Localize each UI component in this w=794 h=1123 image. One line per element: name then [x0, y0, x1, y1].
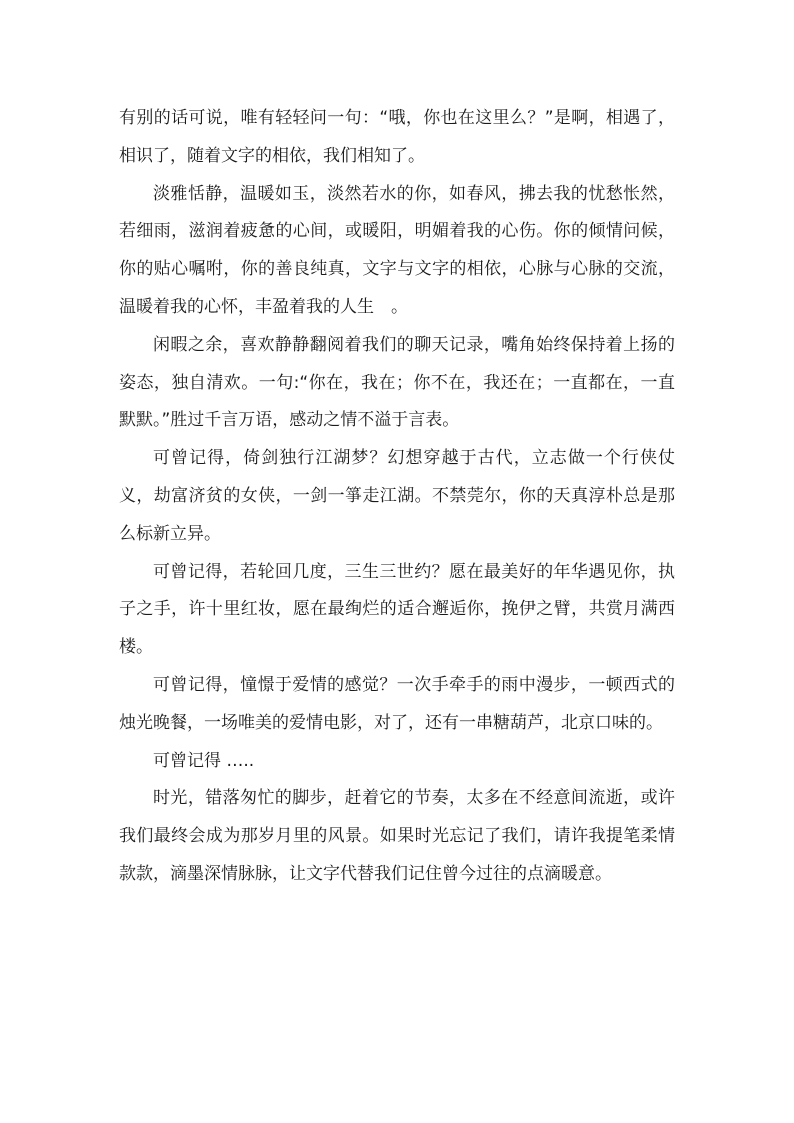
paragraph-6: 可曾记得，憧憬于爱情的感觉？一次手牵手的雨中漫步，一顿西式的烛光晚餐，一场唯美的爱情电影，对了，还有一串糖葫芦，北京口味的。 — [119, 674, 675, 733]
paragraph-4: 可曾记得，倚剑独行江湖梦？幻想穿越于古代，立志做一个行侠仗义，劫富济贫的女侠，一剑一箏走江湖。不禁莞尔，你的天真淳朴总是那么标新立异。 — [119, 448, 675, 544]
paragraph-8: 时光，错落匆忙的脚步，赶着它的节奏，太多在不经意间流逝，或许我们最终会成为那岁月里的风景。如果时光忘记了我们，请许我提笔柔情款款，滴墨深情脉脉，让文字代替我们记住曾今过往的点滴暖意。 — [119, 788, 675, 884]
paragraph-3: 闲暇之余，喜欢静静翻阅着我们的聊天记录，嘴角始终保持着上扬的姿态，独自清欢。一句:“你在，我在；你不在，我还在；一直都在，一直默默。”胜过千言万语，感动之情不溢于言表。 — [119, 334, 675, 431]
paragraph-1: 有别的话可说，唯有轻轻问一句：“哦，你也在这里么？”是啊，相遇了，相识了，随着文字的相依，我们相知了。 — [119, 108, 675, 166]
paragraph-5: 可曾记得，若轮回几度，三生三世约？愿在最美好的年华遇见你，执子之手，许十里红妆，愿在最绚烂的适合邂逅你，挽伊之臂，共赏月满西楼。 — [119, 561, 675, 658]
paragraph-2: 淡雅恬静，温暖如玉，淡然若水的你，如春风，拂去我的忧愁怅然，若细雨，滋润着疲惫的心间，或暖阳，明媚着我的心伤。你的倾情问候，你的贴心嘱咐，你的善良纯真，文字与文字的相依，心脉与心脉的交流，温暖着我的心怀，丰盈着我的人生 。 — [119, 183, 675, 317]
paragraph-7: 可曾记得 ….. — [153, 750, 255, 771]
document-body — [119, 100, 675, 894]
